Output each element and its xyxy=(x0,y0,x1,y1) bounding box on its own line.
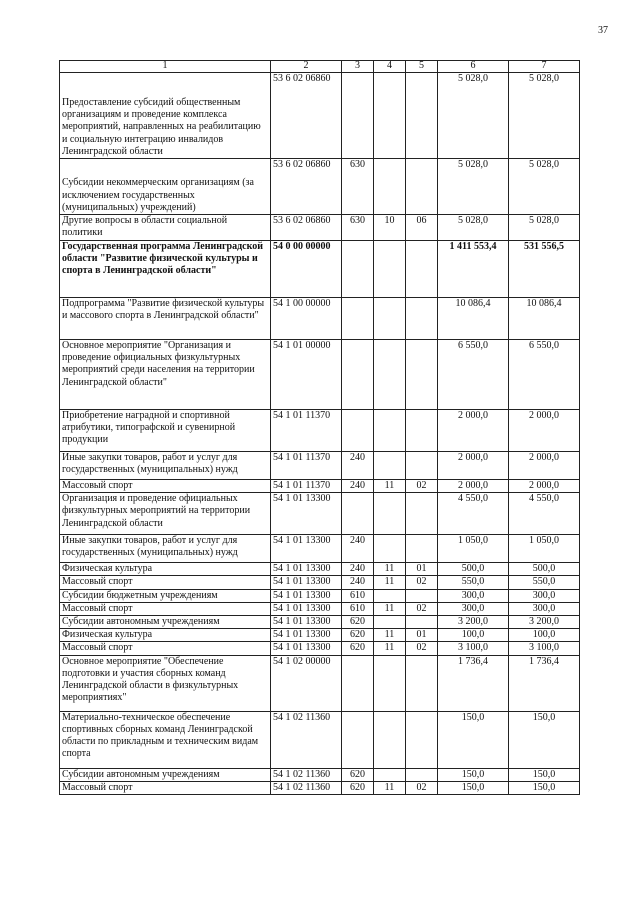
row-sum-2: 531 556,5 xyxy=(509,241,580,298)
row-section xyxy=(374,410,406,452)
row-subsection xyxy=(406,159,438,215)
row-name: Массовый спорт xyxy=(60,602,271,615)
row-expense-type xyxy=(342,340,374,410)
table-row xyxy=(60,629,580,642)
row-sum-2: 150,0 xyxy=(509,768,580,781)
row-section xyxy=(374,73,406,159)
row-target-code: 53 6 02 06860 xyxy=(271,215,342,241)
row-expense-type xyxy=(342,410,374,452)
row-section xyxy=(374,493,406,535)
row-expense-type: 240 xyxy=(342,452,374,480)
row-expense-type xyxy=(342,241,374,298)
row-sum-2: 1 736,4 xyxy=(509,655,580,711)
row-sum-2: 550,0 xyxy=(509,576,580,589)
row-name: Массовый спорт xyxy=(60,781,271,794)
row-sum-2: 4 550,0 xyxy=(509,493,580,535)
row-target-code: 54 1 01 13300 xyxy=(271,616,342,629)
row-sum-2: 2 000,0 xyxy=(509,480,580,493)
row-subsection: 02 xyxy=(406,602,438,615)
row-sum-2: 300,0 xyxy=(509,589,580,602)
table-row xyxy=(60,535,580,563)
table-row xyxy=(60,781,580,794)
row-sum-2: 5 028,0 xyxy=(509,215,580,241)
row-subsection: 02 xyxy=(406,576,438,589)
row-section: 11 xyxy=(374,781,406,794)
table-row xyxy=(60,563,580,576)
row-section: 10 xyxy=(374,215,406,241)
row-name: Предоставление субсидий общественным организациям и проведение комплекса мероприятий, направленных на реабилитацию и социальную интеграцию инвалидов Ленинградской области xyxy=(60,73,271,159)
row-sum-2: 3 200,0 xyxy=(509,616,580,629)
row-section xyxy=(374,452,406,480)
row-target-code: 53 6 02 06860 xyxy=(271,159,342,215)
row-subsection xyxy=(406,73,438,159)
row-sum-2: 100,0 xyxy=(509,629,580,642)
row-subsection xyxy=(406,340,438,410)
row-section xyxy=(374,535,406,563)
row-expense-type: 620 xyxy=(342,616,374,629)
row-sum-2: 6 550,0 xyxy=(509,340,580,410)
row-sum-2: 150,0 xyxy=(509,711,580,768)
row-target-code: 54 1 02 11360 xyxy=(271,711,342,768)
table-row xyxy=(60,159,580,215)
column-header-name: 1 xyxy=(60,61,271,73)
column-header-code: 2 xyxy=(271,61,342,73)
row-sum-1: 5 028,0 xyxy=(438,215,509,241)
row-sum-2: 150,0 xyxy=(509,781,580,794)
row-target-code: 54 1 01 11370 xyxy=(271,452,342,480)
row-target-code: 54 1 00 00000 xyxy=(271,298,342,340)
row-expense-type xyxy=(342,493,374,535)
column-header-sum-1: 6 xyxy=(438,61,509,73)
row-name: Приобретение наградной и спортивной атрибутики, типографской и сувенирной продукции xyxy=(60,410,271,452)
row-sum-1: 2 000,0 xyxy=(438,480,509,493)
row-name: Физическая культура xyxy=(60,629,271,642)
row-sum-1: 10 086,4 xyxy=(438,298,509,340)
row-subsection xyxy=(406,711,438,768)
row-section: 11 xyxy=(374,642,406,655)
row-sum-2: 300,0 xyxy=(509,602,580,615)
row-section xyxy=(374,616,406,629)
row-target-code: 54 1 01 13300 xyxy=(271,629,342,642)
table-row xyxy=(60,655,580,711)
row-target-code: 54 1 02 11360 xyxy=(271,768,342,781)
row-target-code: 54 1 01 13300 xyxy=(271,602,342,615)
row-target-code: 54 1 01 13300 xyxy=(271,563,342,576)
table-row xyxy=(60,480,580,493)
table-row xyxy=(60,642,580,655)
row-name: Подпрограмма "Развитие физической культуры и массового спорта в Ленинградской области" xyxy=(60,298,271,340)
row-subsection: 02 xyxy=(406,480,438,493)
budget-table xyxy=(59,60,580,795)
row-expense-type: 620 xyxy=(342,642,374,655)
row-name: Другие вопросы в области социальной политики xyxy=(60,215,271,241)
row-expense-type: 620 xyxy=(342,781,374,794)
row-name: Физическая культура xyxy=(60,563,271,576)
row-section: 11 xyxy=(374,576,406,589)
row-sum-1: 150,0 xyxy=(438,768,509,781)
row-sum-1: 2 000,0 xyxy=(438,452,509,480)
row-sum-1: 150,0 xyxy=(438,711,509,768)
page-number: 37 xyxy=(598,25,608,36)
row-sum-1: 150,0 xyxy=(438,781,509,794)
table-row xyxy=(60,298,580,340)
row-sum-2: 2 000,0 xyxy=(509,452,580,480)
row-section: 11 xyxy=(374,629,406,642)
column-header-expense-type: 3 xyxy=(342,61,374,73)
row-name: Массовый спорт xyxy=(60,480,271,493)
row-sum-1: 5 028,0 xyxy=(438,73,509,159)
row-subsection xyxy=(406,410,438,452)
row-expense-type: 240 xyxy=(342,480,374,493)
row-subsection: 02 xyxy=(406,781,438,794)
row-subsection xyxy=(406,768,438,781)
row-section xyxy=(374,241,406,298)
row-target-code: 53 6 02 06860 xyxy=(271,73,342,159)
row-expense-type: 610 xyxy=(342,602,374,615)
row-subsection: 02 xyxy=(406,642,438,655)
row-subsection xyxy=(406,241,438,298)
row-expense-type xyxy=(342,711,374,768)
column-header-section: 4 xyxy=(374,61,406,73)
row-section xyxy=(374,298,406,340)
row-name: Субсидии некоммерческим организациям (за исключением государственных (муниципальных) учреждений) xyxy=(60,159,271,215)
row-expense-type xyxy=(342,73,374,159)
row-expense-type: 620 xyxy=(342,629,374,642)
row-name: Массовый спорт xyxy=(60,576,271,589)
row-sum-2: 3 100,0 xyxy=(509,642,580,655)
row-sum-1: 3 200,0 xyxy=(438,616,509,629)
row-target-code: 54 1 01 11370 xyxy=(271,480,342,493)
row-name: Основное мероприятие "Обеспечение подготовки и участия сборных команд Ленинградской области в физкультурных мероприятиях" xyxy=(60,655,271,711)
row-sum-2: 1 050,0 xyxy=(509,535,580,563)
row-name: Субсидии бюджетным учреждениям xyxy=(60,589,271,602)
row-subsection xyxy=(406,298,438,340)
row-subsection xyxy=(406,616,438,629)
row-subsection: 01 xyxy=(406,629,438,642)
row-target-code: 54 1 01 13300 xyxy=(271,535,342,563)
row-name: Государственная программа Ленинградской области "Развитие физической культуры и спорта в Ленинградской области" xyxy=(60,241,271,298)
row-target-code: 54 1 01 13300 xyxy=(271,493,342,535)
row-sum-2: 500,0 xyxy=(509,563,580,576)
row-sum-2: 10 086,4 xyxy=(509,298,580,340)
row-target-code: 54 1 02 00000 xyxy=(271,655,342,711)
table-row xyxy=(60,410,580,452)
row-subsection xyxy=(406,589,438,602)
table-row xyxy=(60,340,580,410)
row-target-code: 54 1 01 13300 xyxy=(271,576,342,589)
row-section: 11 xyxy=(374,480,406,493)
row-sum-1: 5 028,0 xyxy=(438,159,509,215)
row-name: Иные закупки товаров, работ и услуг для государственных (муниципальных) нужд xyxy=(60,452,271,480)
table-row xyxy=(60,241,580,298)
row-subsection xyxy=(406,493,438,535)
row-sum-1: 1 736,4 xyxy=(438,655,509,711)
row-sum-2: 5 028,0 xyxy=(509,159,580,215)
row-section xyxy=(374,711,406,768)
table-row xyxy=(60,215,580,241)
row-section xyxy=(374,340,406,410)
table-row xyxy=(60,452,580,480)
table-body xyxy=(60,73,580,795)
row-expense-type xyxy=(342,655,374,711)
row-target-code: 54 1 01 13300 xyxy=(271,642,342,655)
row-sum-1: 3 100,0 xyxy=(438,642,509,655)
row-target-code: 54 1 01 00000 xyxy=(271,340,342,410)
row-sum-1: 1 050,0 xyxy=(438,535,509,563)
row-expense-type: 630 xyxy=(342,159,374,215)
table-row xyxy=(60,493,580,535)
row-name: Иные закупки товаров, работ и услуг для государственных (муниципальных) нужд xyxy=(60,535,271,563)
row-subsection: 01 xyxy=(406,563,438,576)
row-target-code: 54 1 01 11370 xyxy=(271,410,342,452)
row-sum-1: 4 550,0 xyxy=(438,493,509,535)
row-target-code: 54 1 01 13300 xyxy=(271,589,342,602)
row-expense-type: 240 xyxy=(342,576,374,589)
row-subsection: 06 xyxy=(406,215,438,241)
row-name: Основное мероприятие "Организация и проведение официальных физкультурных мероприятий среди населения на территории Ленинградской области" xyxy=(60,340,271,410)
table-row xyxy=(60,616,580,629)
row-name: Субсидии автономным учреждениям xyxy=(60,616,271,629)
row-subsection xyxy=(406,535,438,563)
row-expense-type xyxy=(342,298,374,340)
row-subsection xyxy=(406,655,438,711)
row-name: Массовый спорт xyxy=(60,642,271,655)
row-sum-1: 1 411 553,4 xyxy=(438,241,509,298)
row-expense-type: 620 xyxy=(342,768,374,781)
column-header-subsection: 5 xyxy=(406,61,438,73)
row-sum-2: 5 028,0 xyxy=(509,73,580,159)
row-section: 11 xyxy=(374,602,406,615)
row-section xyxy=(374,768,406,781)
row-sum-1: 300,0 xyxy=(438,602,509,615)
row-target-code: 54 0 00 00000 xyxy=(271,241,342,298)
row-name: Материально-техническое обеспечение спортивных сборных команд Ленинградской области по прикладным и техническим видам спорта xyxy=(60,711,271,768)
table-row xyxy=(60,73,580,159)
row-section: 11 xyxy=(374,563,406,576)
row-subsection xyxy=(406,452,438,480)
table-row xyxy=(60,576,580,589)
column-header-sum-2: 7 xyxy=(509,61,580,73)
row-sum-1: 100,0 xyxy=(438,629,509,642)
row-target-code: 54 1 02 11360 xyxy=(271,781,342,794)
row-section xyxy=(374,159,406,215)
row-expense-type: 240 xyxy=(342,563,374,576)
row-sum-1: 2 000,0 xyxy=(438,410,509,452)
row-expense-type: 610 xyxy=(342,589,374,602)
table-row xyxy=(60,768,580,781)
row-name: Организация и проведение официальных физкультурных мероприятий на территории Ленинградской области xyxy=(60,493,271,535)
row-section xyxy=(374,589,406,602)
table-row xyxy=(60,589,580,602)
table-row xyxy=(60,602,580,615)
row-expense-type: 240 xyxy=(342,535,374,563)
row-name: Субсидии автономным учреждениям xyxy=(60,768,271,781)
row-sum-1: 6 550,0 xyxy=(438,340,509,410)
row-sum-1: 500,0 xyxy=(438,563,509,576)
row-sum-1: 300,0 xyxy=(438,589,509,602)
row-sum-2: 2 000,0 xyxy=(509,410,580,452)
header-row xyxy=(60,61,580,73)
row-expense-type: 630 xyxy=(342,215,374,241)
table-row xyxy=(60,711,580,768)
row-section xyxy=(374,655,406,711)
row-sum-1: 550,0 xyxy=(438,576,509,589)
